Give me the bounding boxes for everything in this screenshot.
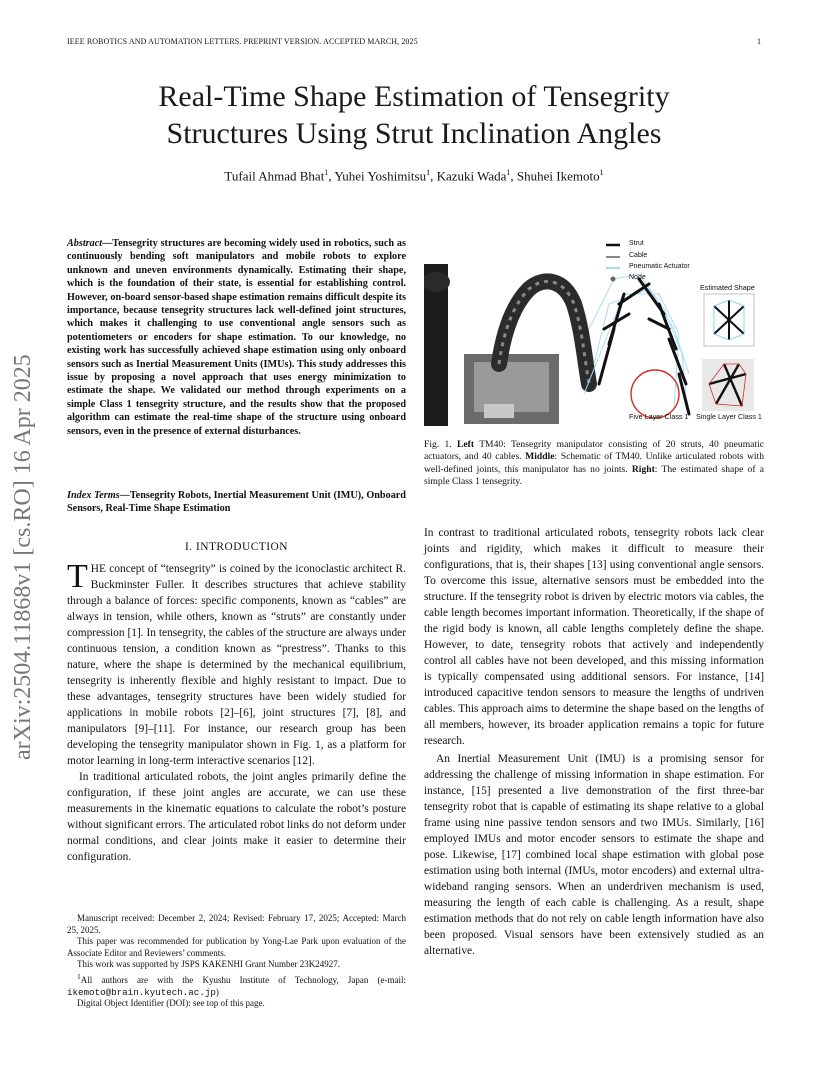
figure-1: [424, 234, 764, 430]
legend-item-actuator: Pneumatic Actuator: [629, 263, 690, 270]
caption-fig-number: Fig. 1.: [424, 439, 452, 450]
body-paragraph: An Inertial Measurement Unit (IMU) is a promising sensor for addressing the challenge of missing information in shape estimation. For instance, [15] presented a live demonstration of the first three-bar tensegrity robot that is capable of estimating its shape relative to a global frame using nine passive tendon sensors and two IMUs. Similarly, [16] employed IMUs and motor encoder sensors to estimate the shape and pose. Likewise, [17] combined local shape estimation with global pose estimation using both internal (IMUs, motor encoders) and external ultra-wideband ranging sensors. When an underdriven mechanism is used, measuring the length of each cable is challenging. As a result, shape estimation methods that do not rely on cable length information have also been proposed. Visual sensors have been extensively studied as an alternative.: [424, 753, 764, 957]
footnote-affiliation: [67, 971, 406, 998]
author-name: Yuhei Yoshimitsu: [334, 168, 427, 184]
affiliation-close: ): [215, 986, 219, 997]
label-five-layer: Five Layer Class 1: [629, 412, 689, 421]
dropcap: T: [67, 558, 88, 595]
author-separator: ,: [430, 168, 437, 184]
figure-caption: [424, 439, 764, 489]
footnotes: [67, 913, 406, 1010]
abstract-text: —Tensegrity structures are becoming widely used in robotics, such as continuously bending soft manipulators and mobile robots to explore unknown and uneven environments dynamically. Estimating their shape, which is the foundation of their state, is essential for establishing control. However, on-board sensor-based shape estimation remains difficult despite its importance, because tensegrity structures lack well-defined joint structures, which makes it challenging to use conventional angle sensors such as potentiometers or encoders for shape estimation. To our knowledge, no existing work has successfully achieved shape estimation using only onboard sensors such as Inertial Measurement Units (IMUs). This study addresses this issue by proposing a novel approach that uses energy minimization to estimate the shape. We validated our method through experiments on a simple Class 1 tensegrity structure, and the results show that the proposed algorithm can estimate the real-time shape of the structure using onboard sensors, even in the presence of external disturbances.: [67, 238, 406, 437]
caption-middle-text: : Schematic of TM40. Unlike articulated robots with well-defined joints, this manipulator has no joints.: [424, 451, 764, 475]
footnote-received: Manuscript received: December 2, 2024; Revised: February 17, 2025; Accepted: March 25, 2025.: [67, 913, 406, 935]
caption-right-text: : The estimated shape of a simple Class 1 tensegrity.: [424, 463, 764, 488]
affiliation-text: All authors are with the Kyushu Institute of Technology, Japan (e-mail:: [80, 974, 406, 985]
legend-item-cable: Cable: [629, 252, 648, 259]
estimated-shape-bottom: [702, 359, 754, 411]
author-name: Tufail Ahmad Bhat: [224, 168, 325, 184]
footnote-doi: Digital Object Identifier (DOI): see top of this page.: [77, 998, 265, 1009]
body-paragraph: In contrast to traditional articulated robots, tensegrity robots lack clear joints and rigidity, which makes it difficult to measure their configurations, that is, their shapes [13] using conventional angle sensors. To overcome this issue, alternative sensors must be embedded into the structure. If the tensegrity robot is driven by electric motors via cables, the cable length becomes important information. Theoretically, if the shape of the rigid body is known, all cable lengths completely define the shape. However, to date, tensegrity robots that actively and independently control all cables have not been developed, and this missing information is typically compensated using additional sensors. For instance, [14] introduced capacitive tendon sensors to measure the lengths of undriven cables. This approach aims to determine the shape based on the lengths of all members, however, its broader application remains a topic for future research.: [424, 527, 764, 747]
affiliation-mark: 1: [77, 971, 81, 981]
page-number: 1: [757, 37, 762, 46]
author-name: Kazuki Wada: [436, 168, 507, 184]
section-heading: I. INTRODUCTION: [184, 541, 289, 553]
index-terms-text: —Tensegrity Robots, Inertial Measurement Unit (IMU), Onboard Sensors, Real-Time Shape Estimation: [67, 490, 406, 515]
abstract-label: Abstract: [67, 238, 103, 249]
intro-paragraph-1: [67, 558, 406, 769]
legend-item-node: Node: [629, 274, 646, 281]
legend-item-strut: Strut: [629, 240, 644, 247]
caption-left-text: TM40: Tensegrity manipulator consisting of 20 struts, 40 pneumatic actuators, and 40 cables.: [424, 439, 765, 463]
author-affiliation-mark: 1: [426, 168, 431, 177]
abstract: [67, 237, 406, 438]
author-separator: ,: [328, 168, 335, 184]
right-column-text: [424, 525, 764, 959]
label-estimated-shape: Estimated Shape: [700, 283, 755, 292]
intro-paragraph-2: In traditional articulated robots, the joint angles primarily define the configuration, if these joint angles are accurate, we can use these measurements in the kinematic equations to calculate the robot’s posture without significant errors. The articulated robot links do not deform under normal conditions, and clear joints make it easier to determine their configuration.: [67, 771, 406, 863]
arxiv-id: arXiv:2504.11868v1 [cs.RO] 16 Apr 2025: [10, 354, 36, 760]
tm40-photo: [424, 264, 589, 426]
author-name: Shuhei Ikemoto: [516, 168, 600, 184]
label-single-layer: Single Layer Class 1: [696, 412, 762, 421]
author-affiliation-mark: 1: [324, 168, 329, 177]
figure-graphic: [424, 234, 764, 430]
footnote-recommended: This paper was recommended for publication by Yong-Lae Park upon evaluation of the Associate Editor and Reviewers’ comments.: [67, 936, 406, 958]
author-affiliation-mark: 1: [506, 168, 511, 177]
author-separator: ,: [510, 168, 517, 184]
figure-legend: [606, 245, 620, 282]
footnote-support: This work was supported by JSPS KAKENHI Grant Number 23K24927.: [77, 959, 340, 970]
index-terms: [67, 489, 406, 516]
index-terms-label: Index Terms: [67, 490, 120, 501]
caption-right-label: Right: [631, 463, 655, 475]
tm40-schematic: [584, 274, 689, 418]
intro-paragraph-1-text: HE concept of “tensegrity” is coined by the iconoclastic architect R. Buckminster Fuller. It describes structures that achieve stability through a balance of forces: specific components, known as “cables” are always in tension, while others, known as “struts” are constantly under compression [1]. In tensegrity, the cables of the structure are always under continuous tension, a condition known as “prestress”. Thanks to this nature, where the shape is determined by the mechanical equilibrium, tensegrity is inherently flexible and highly resistant to impact. Due to these advantages, tensegrity structures have been widely studied for applications in mobile robots [2]–[6], joint structures [7], [8], and manipulators [9]–[11]. For instance, our research group has been developing the tensegrity manipulator shown in Fig. 1, as a platform for motor learning in long-term interactive scenarios [12].: [67, 563, 406, 767]
caption-middle-label: Middle: [525, 451, 555, 463]
estimated-shape-top: [704, 294, 754, 346]
caption-left-label: Left: [457, 439, 475, 450]
email-link[interactable]: ikemoto@brain.kyutech.ac.jp: [67, 986, 216, 998]
paper-title-line-2: Structures Using Strut Inclination Angles: [166, 117, 662, 150]
paper-title-line-1: Real-Time Shape Estimation of Tensegrity: [158, 80, 670, 113]
author-affiliation-mark: 1: [599, 168, 604, 177]
author-list: [0, 168, 828, 184]
running-header: IEEE ROBOTICS AND AUTOMATION LETTERS. PREPRINT VERSION. ACCEPTED MARCH, 2025: [67, 37, 418, 46]
intro-text: [67, 558, 406, 865]
